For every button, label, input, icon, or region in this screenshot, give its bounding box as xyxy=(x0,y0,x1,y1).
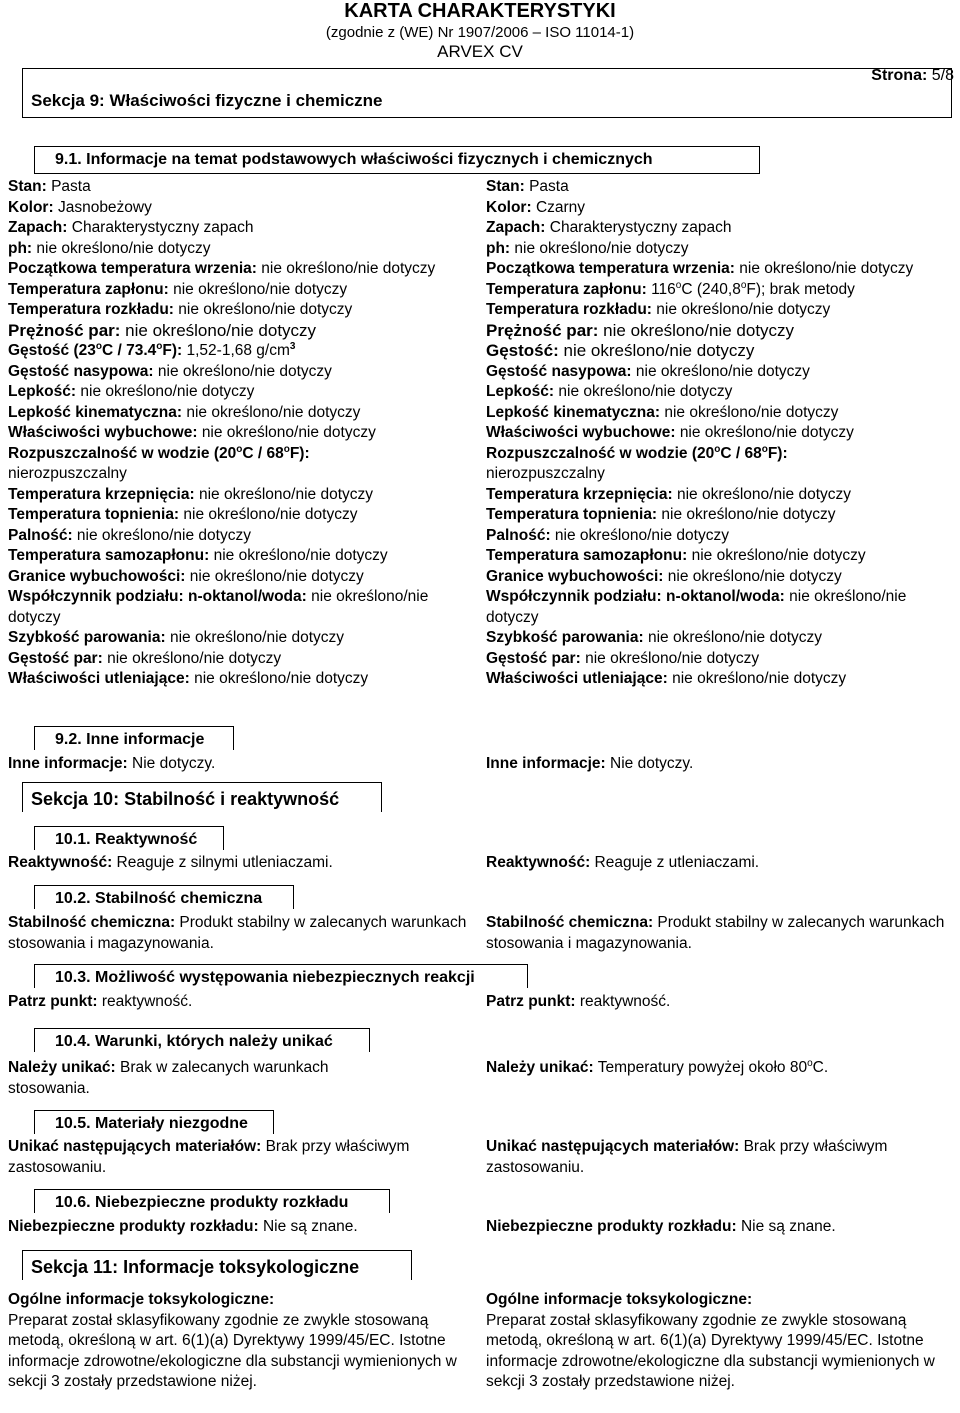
label-gestosc: Gęstość: xyxy=(486,341,559,360)
label-patrz: Patrz punkt: xyxy=(8,993,98,1010)
prop-gestosc-par xyxy=(486,649,954,670)
prop-wybuchowe xyxy=(486,423,954,444)
degree-sign: o xyxy=(675,279,682,291)
prop-parowanie xyxy=(486,628,954,649)
label-gestosc-b: C / 73.4 xyxy=(102,342,157,359)
stabilnosc-right xyxy=(486,913,946,954)
value-unikac: Brak w zalecanych warunkach stosowania. xyxy=(8,1059,329,1097)
prop-lepkosc xyxy=(486,382,954,403)
value-stan: Pasta xyxy=(529,178,569,195)
subsection-10-6-header: 10.6. Niebezpieczne produkty rozkładu xyxy=(34,1189,390,1213)
label-preznosc: Prężność par: xyxy=(8,320,121,340)
value-wspolczynnik: nie określono/nie dotyczy xyxy=(8,588,429,626)
label-palnosc: Palność: xyxy=(486,526,551,544)
prop-wspolczynnik xyxy=(8,587,476,628)
degree-sign: o xyxy=(807,1057,813,1069)
value-ph: nie określono/nie dotyczy xyxy=(36,239,211,257)
patrz-right xyxy=(486,992,954,1013)
label-ogolne: Ogólne informacje toksykologiczne: xyxy=(8,1291,275,1308)
value-rozpusz: nierozpuszczalny xyxy=(8,465,127,482)
value-wybuchowe: nie określono/nie dotyczy xyxy=(679,424,854,441)
value-reaktywnosc: Reaguje z utleniaczami. xyxy=(594,854,760,871)
section-9-left-column xyxy=(8,177,476,690)
label-rozpusz-c: F): xyxy=(767,444,788,462)
value-reaktywnosc: Reaguje z silnymi utleniaczami. xyxy=(116,854,333,871)
prop-wybuchowe xyxy=(8,423,476,444)
value-palnosc: nie określono/nie dotyczy xyxy=(554,526,729,544)
prop-rozpusz xyxy=(8,444,476,485)
value-zaplon-c: F); brak metody xyxy=(746,280,855,298)
value-gestosc: nie określono/nie dotyczy xyxy=(563,341,755,360)
label-wspolczynnik: Współczynnik podziału: n-oktanol/woda: xyxy=(486,588,785,605)
prop-topnienia xyxy=(8,505,476,526)
label-rozpusz-b: C / 68 xyxy=(242,444,284,462)
value-patrz: reaktywność. xyxy=(579,993,671,1010)
value-rozpusz: nierozpuszczalny xyxy=(486,465,605,482)
label-inne: Inne informacje: xyxy=(8,755,128,772)
label-ph: ph: xyxy=(486,239,511,257)
value-zapach: Charakterystyczny zapach xyxy=(549,219,732,236)
value-utleniajace: nie określono/nie dotyczy xyxy=(672,670,847,687)
label-rozpusz-a: Rozpuszczalność w wodzie (20 xyxy=(8,444,237,462)
label-inne: Inne informacje: xyxy=(486,755,606,772)
label-wybuchowe: Właściwości wybuchowe: xyxy=(486,424,676,441)
value-lepkosc: nie określono/nie dotyczy xyxy=(80,383,255,400)
label-stabilnosc: Stabilność chemiczna: xyxy=(8,914,176,931)
label-lepkosc: Lepkość: xyxy=(8,383,77,400)
degree-sign: o xyxy=(761,443,768,455)
label-parowanie: Szybkość parowania: xyxy=(486,629,644,646)
value-palnosc: nie określono/nie dotyczy xyxy=(76,526,251,544)
label-utleniajace: Właściwości utleniające: xyxy=(8,670,190,687)
prop-kolor xyxy=(486,198,954,219)
prop-utleniajace xyxy=(8,669,476,690)
prop-topnienia xyxy=(486,505,954,526)
value-rozklad: nie określono/nie dotyczy xyxy=(656,301,831,318)
product-name: ARVEX CV xyxy=(437,42,523,61)
label-palnosc: Palność: xyxy=(8,526,73,544)
document-title: KARTA CHARAKTERYSTYKI xyxy=(344,0,616,22)
label-zapach: Zapach: xyxy=(8,219,68,236)
label-unikac: Należy unikać: xyxy=(8,1059,116,1076)
value-nasypowa: nie określono/nie dotyczy xyxy=(157,362,332,380)
value-wrzenie: nie określono/nie dotyczy xyxy=(261,260,436,277)
label-granice: Granice wybuchowości: xyxy=(8,567,186,585)
value-stan: Pasta xyxy=(51,178,91,195)
unikac-left xyxy=(8,1058,388,1099)
prop-ph xyxy=(486,239,954,260)
label-kolor: Kolor: xyxy=(486,198,532,216)
label-wrzenie: Początkowa temperatura wrzenia: xyxy=(486,260,735,277)
label-produkty-rozkladu: Niebezpieczne produkty rozkładu: xyxy=(486,1218,737,1235)
label-reaktywnosc: Reaktywność: xyxy=(486,854,591,871)
value-topnienia: nie określono/nie dotyczy xyxy=(661,506,836,523)
prop-wrzenie xyxy=(8,259,476,280)
label-topnienia: Temperatura topnienia: xyxy=(8,506,180,523)
value-parowanie: nie określono/nie dotyczy xyxy=(647,629,822,646)
label-unikac: Należy unikać: xyxy=(486,1059,594,1076)
prop-zapach xyxy=(8,218,476,239)
inne-right xyxy=(486,754,954,775)
value-ogolne: Preparat został sklasyfikowany zgodnie ze zwykle stosowaną metodą, określoną w art. 6(1)(a) Dyrektywy 1999/45/EC. Istotne informacje zdrowotne/ekologiczne dla substancji wymienionych w sekcji 3 zostały przedstawione niżej. xyxy=(8,1311,457,1390)
label-rozpusz-a: Rozpuszczalność w wodzie (20 xyxy=(486,444,715,462)
label-produkty-rozkladu: Niebezpieczne produkty rozkładu: xyxy=(8,1218,259,1235)
label-nasypowa: Gęstość nasypowa: xyxy=(8,362,154,380)
prop-rozklad xyxy=(8,300,476,321)
section-11-header: Sekcja 11: Informacje toksykologiczne xyxy=(22,1250,412,1280)
value-samozaplon: nie określono/nie dotyczy xyxy=(691,547,866,564)
prop-krzepniecia xyxy=(486,485,954,506)
value-niezgodne: Brak przy właściwym zastosowaniu. xyxy=(8,1138,410,1176)
value-gestosc-par: nie określono/nie dotyczy xyxy=(585,649,760,667)
prop-palnosc xyxy=(486,526,954,547)
value-rozklad: nie określono/nie dotyczy xyxy=(178,301,353,318)
value-stabilnosc: Produkt stabilny w zalecanych warunkach stosowania i magazynowania. xyxy=(486,914,945,952)
value-niezgodne: Brak przy właściwym zastosowaniu. xyxy=(486,1138,888,1176)
section-9-right-column xyxy=(486,177,954,690)
subsection-10-3-header: 10.3. Możliwość występowania niebezpiecznych reakcji xyxy=(34,964,528,988)
label-topnienia: Temperatura topnienia: xyxy=(486,506,658,523)
value-zaplon-b: C (240,8 xyxy=(681,280,741,298)
prop-ph xyxy=(8,239,476,260)
label-niezgodne: Unikać następujących materiałów: xyxy=(486,1138,740,1155)
value-preznosc: nie określono/nie dotyczy xyxy=(603,320,795,340)
reaktywnosc-right xyxy=(486,853,954,874)
subsection-10-2-header: 10.2. Stabilność chemiczna xyxy=(34,885,294,909)
prop-stan xyxy=(8,177,476,198)
value-produkty-rozkladu: Nie są znane. xyxy=(262,1218,358,1235)
value-produkty-rozkladu: Nie są znane. xyxy=(740,1218,836,1235)
prop-rozklad xyxy=(486,300,954,321)
unikac-right xyxy=(486,1058,954,1079)
label-granice: Granice wybuchowości: xyxy=(486,567,664,585)
label-krzepniecia: Temperatura krzepnięcia: xyxy=(8,485,195,503)
value-kolor: Jasnobeżowy xyxy=(57,198,152,216)
prop-kolor xyxy=(8,198,476,219)
prop-krzepniecia xyxy=(8,485,476,506)
prop-lepkosc-kin xyxy=(486,403,954,424)
value-zapach: Charakterystyczny zapach xyxy=(71,219,254,236)
prop-lepkosc xyxy=(8,382,476,403)
prop-lepkosc-kin xyxy=(8,403,476,424)
label-wspolczynnik: Współczynnik podziału: n-oktanol/woda: xyxy=(8,588,307,605)
prop-preznosc xyxy=(486,321,954,342)
value-parowanie: nie określono/nie dotyczy xyxy=(169,629,344,646)
label-stabilnosc: Stabilność chemiczna: xyxy=(486,914,654,931)
label-reaktywnosc: Reaktywność: xyxy=(8,854,113,871)
label-lepkosc-kin: Lepkość kinematyczna: xyxy=(486,403,661,421)
label-rozklad: Temperatura rozkładu: xyxy=(8,301,174,318)
value-wybuchowe: nie określono/nie dotyczy xyxy=(201,424,376,441)
value-inne: Nie dotyczy. xyxy=(610,755,694,772)
prop-parowanie xyxy=(8,628,476,649)
section-9-title: Sekcja 9: Właściwości fizyczne i chemiczne xyxy=(31,91,383,110)
label-zaplon: Temperatura zapłonu: xyxy=(486,280,647,298)
value-zaplon-a: 116 xyxy=(651,280,676,298)
prop-samozaplon xyxy=(486,546,954,567)
value-wrzenie: nie określono/nie dotyczy xyxy=(739,260,914,277)
label-samozaplon: Temperatura samozapłonu: xyxy=(486,547,688,564)
prop-zapach xyxy=(486,218,954,239)
value-topnienia: nie określono/nie dotyczy xyxy=(183,506,358,523)
label-kolor: Kolor: xyxy=(8,198,54,216)
subsection-9-1-header: 9.1. Informacje na temat podstawowych właściwości fizycznych i chemicznych xyxy=(34,146,760,174)
patrz-left xyxy=(8,992,476,1013)
reaktywnosc-left xyxy=(8,853,476,874)
value-gestosc-par: nie określono/nie dotyczy xyxy=(107,649,282,667)
prop-wrzenie xyxy=(486,259,954,280)
stabilnosc-left xyxy=(8,913,468,954)
value-ph: nie określono/nie dotyczy xyxy=(514,239,689,257)
value-ogolne: Preparat został sklasyfikowany zgodnie ze zwykle stosowaną metodą, określoną w art. 6(1)(a) Dyrektywy 1999/45/EC. Istotne informacje zdrowotne/ekologiczne dla substancji wymienionych w sekcji 3 zostały przedstawione niżej. xyxy=(486,1311,935,1390)
value-patrz: reaktywność. xyxy=(101,993,193,1010)
prop-preznosc xyxy=(8,321,476,342)
prop-granice xyxy=(486,567,954,588)
label-gestosc-c: F): xyxy=(162,342,183,359)
value-kolor: Czarny xyxy=(535,198,586,216)
value-krzepniecia: nie określono/nie dotyczy xyxy=(676,485,852,503)
label-preznosc: Prężność par: xyxy=(486,320,599,340)
label-rozpusz-c: F): xyxy=(289,444,310,462)
label-lepkosc-kin: Lepkość kinematyczna: xyxy=(8,403,183,421)
document-subtitle: (zgodnie z (WE) Nr 1907/2006 – ISO 11014-1) xyxy=(325,24,635,41)
prop-zaplon xyxy=(8,280,476,301)
value-zaplon: nie określono/nie dotyczy xyxy=(173,280,348,298)
degree-sign: o xyxy=(740,279,747,291)
value-granice: nie określono/nie dotyczy xyxy=(189,567,364,585)
ogolne-right xyxy=(486,1290,952,1393)
label-gestosc-par: Gęstość par: xyxy=(8,649,103,667)
section-9-header xyxy=(22,68,952,118)
prop-palnosc xyxy=(8,526,476,547)
degree-sign: o xyxy=(95,340,102,352)
label-lepkosc: Lepkość: xyxy=(486,383,555,400)
label-parowanie: Szybkość parowania: xyxy=(8,629,166,646)
label-utleniajace: Właściwości utleniające: xyxy=(486,670,668,687)
subsection-9-2-header: 9.2. Inne informacje xyxy=(34,726,234,750)
subsection-10-4-header: 10.4. Warunki, których należy unikać xyxy=(34,1028,370,1052)
label-rozpusz-b: C / 68 xyxy=(720,444,762,462)
value-lepkosc-kin: nie określono/nie dotyczy xyxy=(186,403,361,421)
value-preznosc: nie określono/nie dotyczy xyxy=(125,320,317,340)
degree-sign: o xyxy=(236,443,243,455)
label-ogolne: Ogólne informacje toksykologiczne: xyxy=(486,1291,753,1308)
value-krzepniecia: nie określono/nie dotyczy xyxy=(198,485,374,503)
subsection-10-5-header: 10.5. Materiały niezgodne xyxy=(34,1110,274,1134)
unit-superscript: 3 xyxy=(289,340,296,352)
value-unikac-a: Temperatury powyżej około 80 xyxy=(597,1059,808,1076)
niezgodne-right xyxy=(486,1137,954,1178)
subsection-10-1-header: 10.1. Reaktywność xyxy=(34,826,224,850)
value-wspolczynnik: nie określono/nie dotyczy xyxy=(486,588,907,626)
label-rozklad: Temperatura rozkładu: xyxy=(486,301,652,318)
inne-left xyxy=(8,754,476,775)
label-samozaplon: Temperatura samozapłonu: xyxy=(8,547,210,564)
value-nasypowa: nie określono/nie dotyczy xyxy=(635,362,810,380)
prop-nasypowa xyxy=(8,362,476,383)
prop-gestosc xyxy=(8,341,476,362)
prop-stan xyxy=(486,177,954,198)
section-10-header: Sekcja 10: Stabilność i reaktywność xyxy=(22,782,382,812)
label-nasypowa: Gęstość nasypowa: xyxy=(486,362,632,380)
value-samozaplon: nie określono/nie dotyczy xyxy=(213,547,388,564)
degree-sign: o xyxy=(714,443,721,455)
label-krzepniecia: Temperatura krzepnięcia: xyxy=(486,485,673,503)
page-label: Strona: xyxy=(871,67,928,84)
label-stan: Stan: xyxy=(8,178,47,195)
label-ph: ph: xyxy=(8,239,33,257)
label-niezgodne: Unikać następujących materiałów: xyxy=(8,1138,262,1155)
label-wrzenie: Początkowa temperatura wrzenia: xyxy=(8,260,257,277)
label-stan: Stan: xyxy=(486,178,525,195)
value-utleniajace: nie określono/nie dotyczy xyxy=(194,670,369,687)
label-zaplon: Temperatura zapłonu: xyxy=(8,280,169,298)
value-lepkosc-kin: nie określono/nie dotyczy xyxy=(664,403,839,421)
label-gestosc-par: Gęstość par: xyxy=(486,649,581,667)
degree-sign: o xyxy=(283,443,290,455)
rozklad-left xyxy=(8,1217,476,1238)
niezgodne-left xyxy=(8,1137,476,1178)
value-stabilnosc: Produkt stabilny w zalecanych warunkach stosowania i magazynowania. xyxy=(8,914,467,952)
page-value: 5/8 xyxy=(931,67,954,84)
prop-samozaplon xyxy=(8,546,476,567)
label-wybuchowe: Właściwości wybuchowe: xyxy=(8,424,198,441)
ogolne-left xyxy=(8,1290,470,1393)
value-inne: Nie dotyczy. xyxy=(132,755,216,772)
prop-zaplon xyxy=(486,280,954,301)
prop-rozpusz xyxy=(486,444,954,485)
prop-granice xyxy=(8,567,476,588)
prop-wspolczynnik xyxy=(486,587,954,628)
prop-utleniajace xyxy=(486,669,954,690)
prop-nasypowa xyxy=(486,362,954,383)
degree-sign: o xyxy=(156,340,163,352)
label-patrz: Patrz punkt: xyxy=(486,993,576,1010)
label-zapach: Zapach: xyxy=(486,219,546,236)
prop-gestosc xyxy=(486,341,954,362)
value-gestosc: 1,52-1,68 g/cm xyxy=(186,342,290,359)
value-lepkosc: nie określono/nie dotyczy xyxy=(558,383,733,400)
value-granice: nie określono/nie dotyczy xyxy=(667,567,842,585)
label-gestosc-a: Gęstość (23 xyxy=(8,342,96,359)
prop-gestosc-par xyxy=(8,649,476,670)
value-unikac-b: C. xyxy=(812,1059,829,1076)
rozklad-right xyxy=(486,1217,954,1238)
